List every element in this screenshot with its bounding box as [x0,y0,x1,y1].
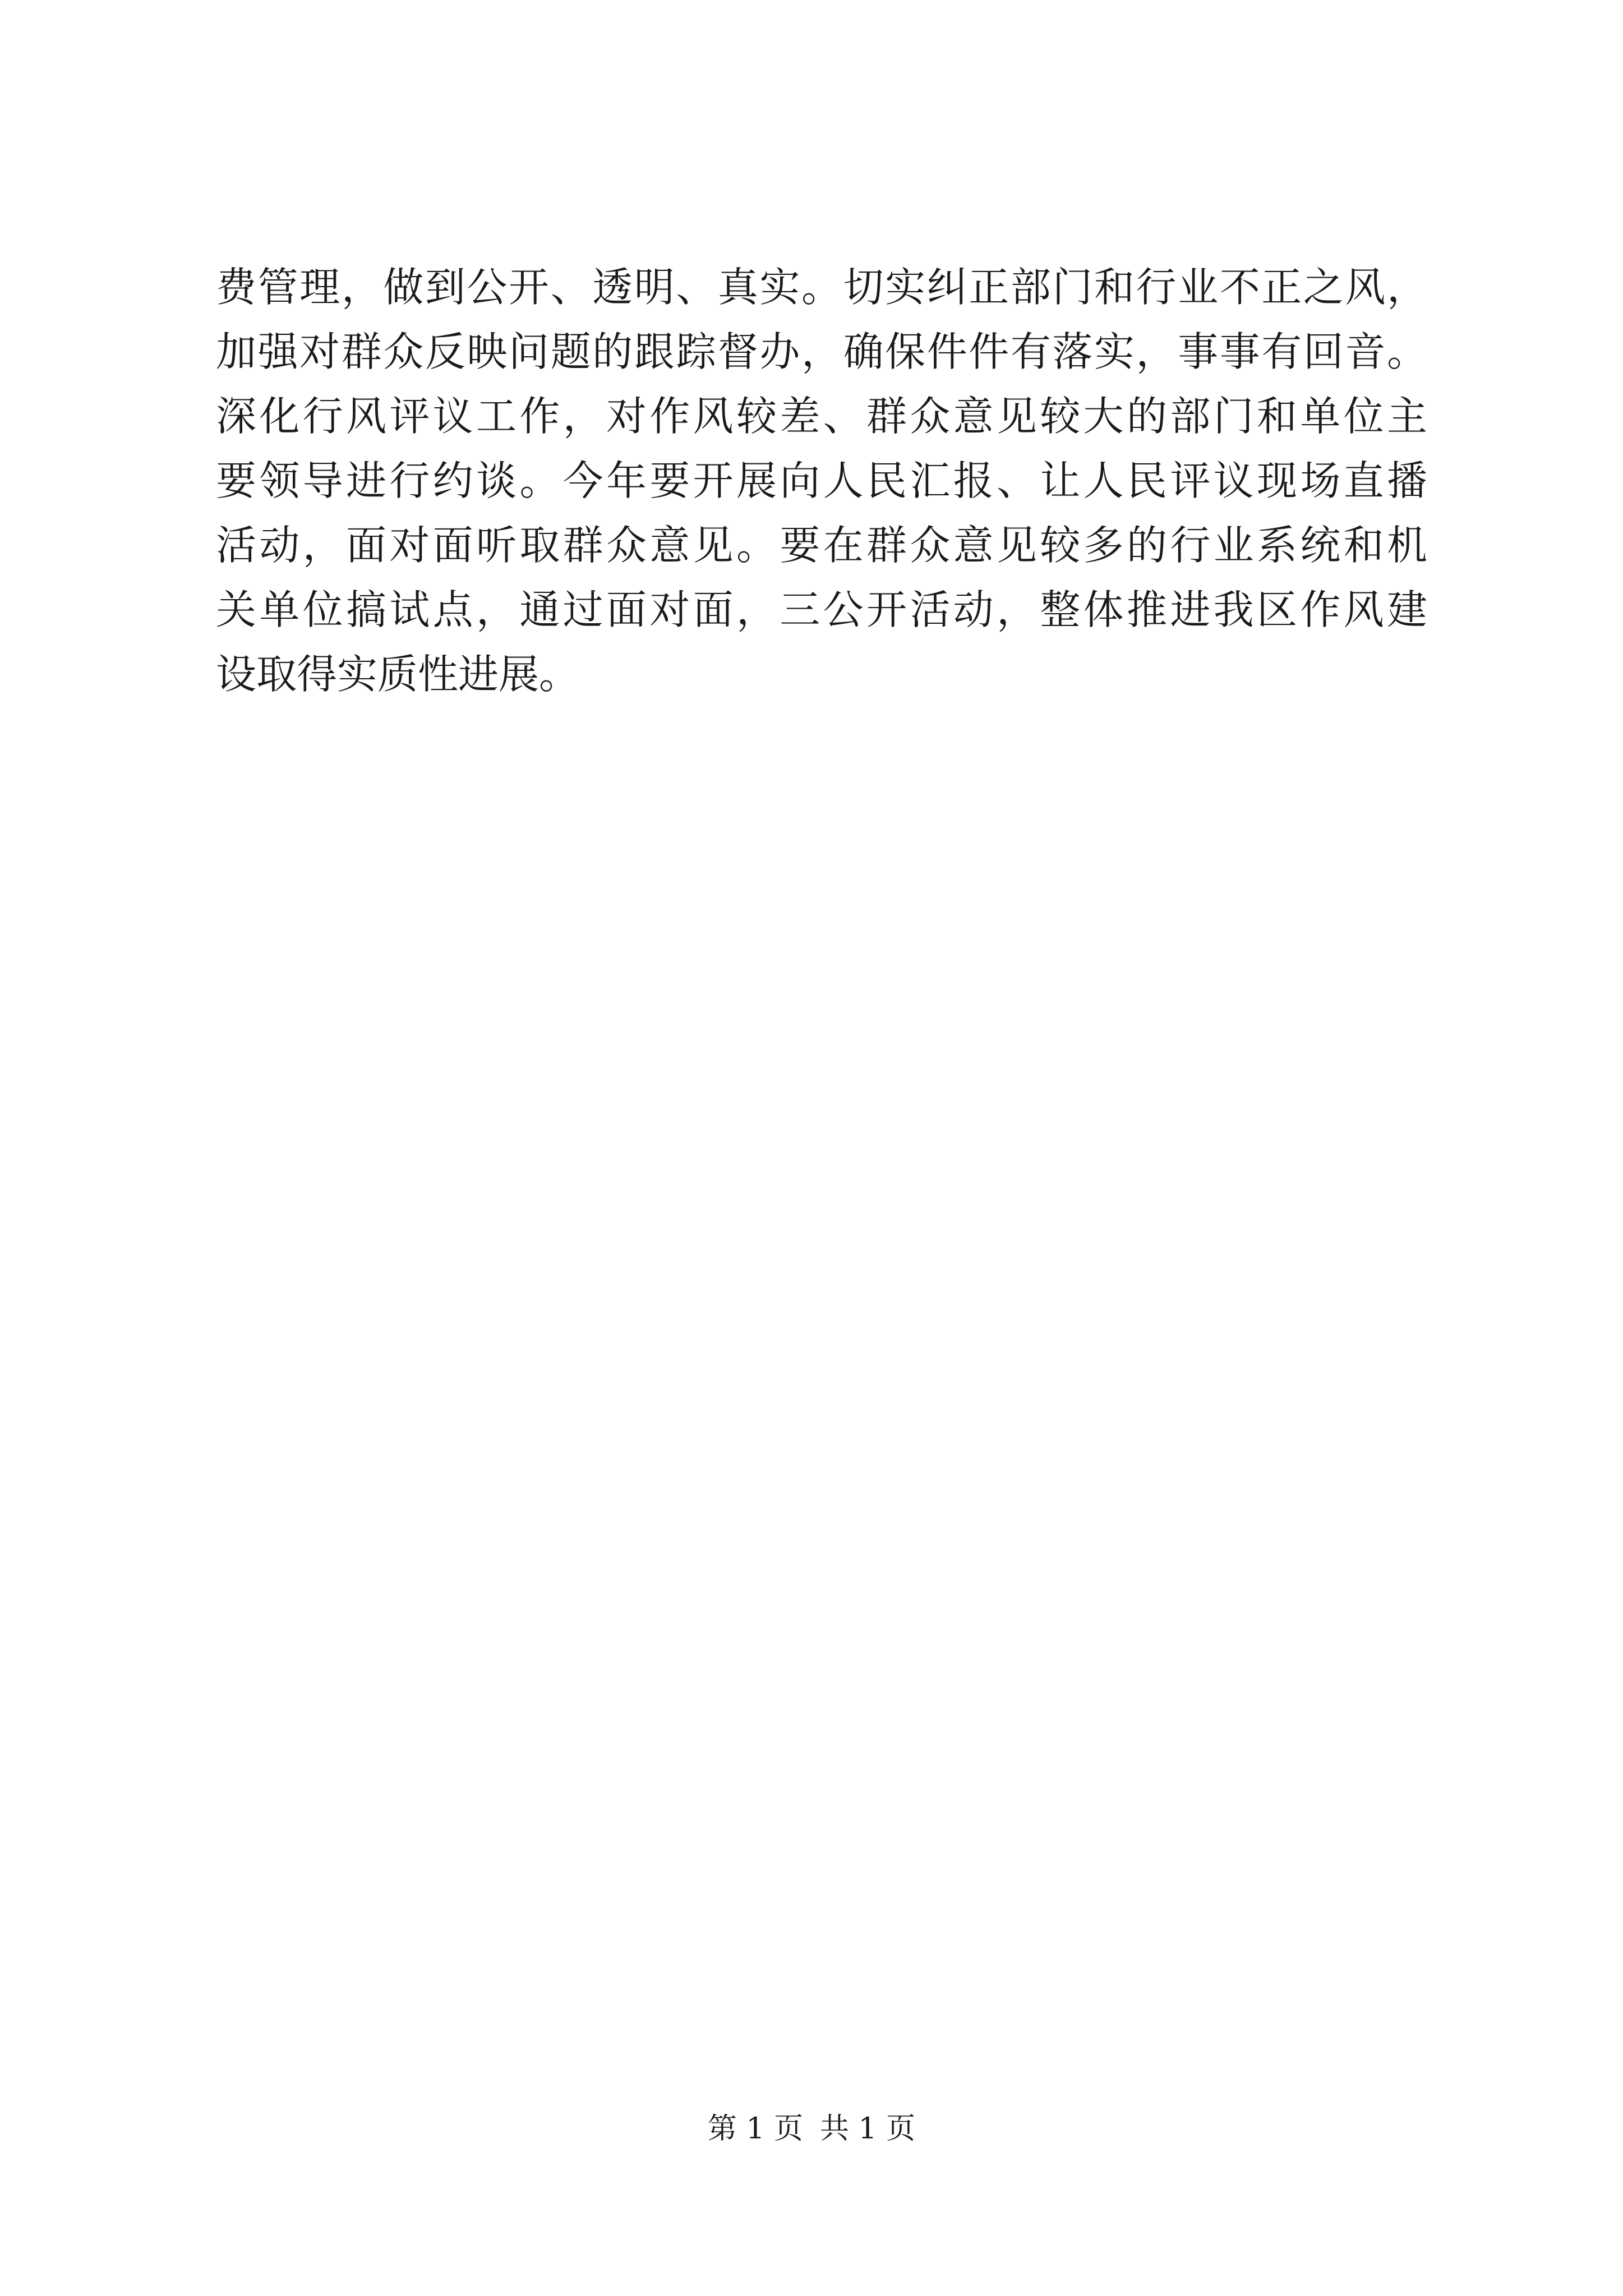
page-footer [0,2109,1623,2148]
page-number-current: 第 1 页 [707,2112,803,2146]
paragraph-line: 设取得实质性进展。 [216,651,580,698]
paragraph-line: 加强对群众反映问题的跟踪督办，确保件件有落实，事事有回音。 [216,328,1427,375]
paragraph-line: 费管理，做到公开、透明、真实。切实纠正部门和行业不正之风， [216,264,1427,311]
paragraph-line: 深化行风评议工作，对作风较差、群众意见较大的部门和单位主 [216,393,1427,440]
page-number-total: 共 1 页 [820,2112,916,2146]
paragraph-line: 要领导进行约谈。今年要开展向人民汇报、让人民评议现场直播 [216,457,1427,504]
paragraph-line: 活动，面对面听取群众意见。要在群众意见较多的行业系统和机 [216,522,1427,569]
paragraph-line: 关单位搞试点，通过面对面，三公开活动，整体推进我区作风建 [216,586,1427,633]
document-body [216,255,1427,707]
